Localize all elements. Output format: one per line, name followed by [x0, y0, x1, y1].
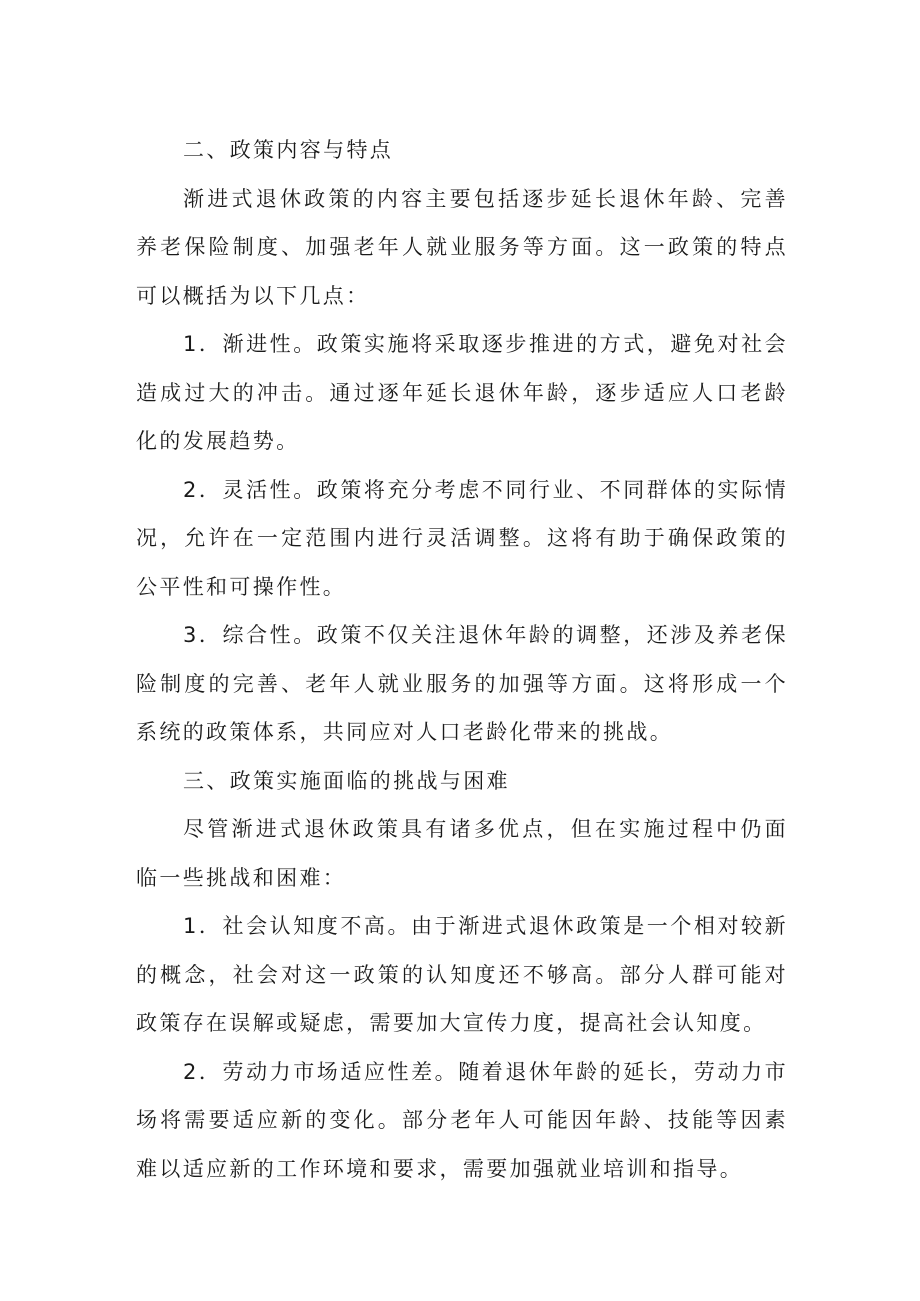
section-heading-challenges: 三、政策实施面临的挑战与困难	[183, 768, 510, 793]
list-item-gradualness: 1．渐进性。政策实施将采取逐步推进的方式，避免对社会造成过大的冲击。通过逐年延长退休年龄，逐步适应人口老龄化的发展趋势。	[136, 332, 788, 453]
list-item-comprehensiveness: 3．综合性。政策不仅关注退休年龄的调整，还涉及养老保险制度的完善、老年人就业服务的加强等方面。这将形成一个系统的政策体系，共同应对人口老龄化带来的挑战。	[136, 623, 788, 744]
list-item-flexibility: 2．灵活性。政策将充分考虑不同行业、不同群体的实际情况，允许在一定范围内进行灵活调整。这将有助于确保政策的公平性和可操作性。	[136, 477, 788, 599]
paragraph-policy-overview: 渐进式退休政策的内容主要包括逐步延长退休年龄、完善养老保险制度、加强老年人就业服务等方面。这一政策的特点可以概括为以下几点：	[136, 186, 788, 308]
list-item-social-awareness: 1．社会认知度不高。由于渐进式退休政策是一个相对较新的概念，社会对这一政策的认知度还不够高。部分人群可能对政策存在误解或疑虑，需要加大宣传力度，提高社会认知度。	[136, 914, 788, 1035]
document-body	[136, 126, 788, 1193]
paragraph-challenges-intro: 尽管渐进式退休政策具有诸多优点，但在实施过程中仍面临一些挑战和困难：	[136, 817, 788, 890]
section-heading-policy-content: 二、政策内容与特点	[183, 138, 394, 162]
list-item-labor-market: 2．劳动力市场适应性差。随着退休年龄的延长，劳动力市场将需要适应新的变化。部分老年人可能因年龄、技能等因素难以适应新的工作环境和要求，需要加强就业培训和指导。	[136, 1059, 788, 1181]
